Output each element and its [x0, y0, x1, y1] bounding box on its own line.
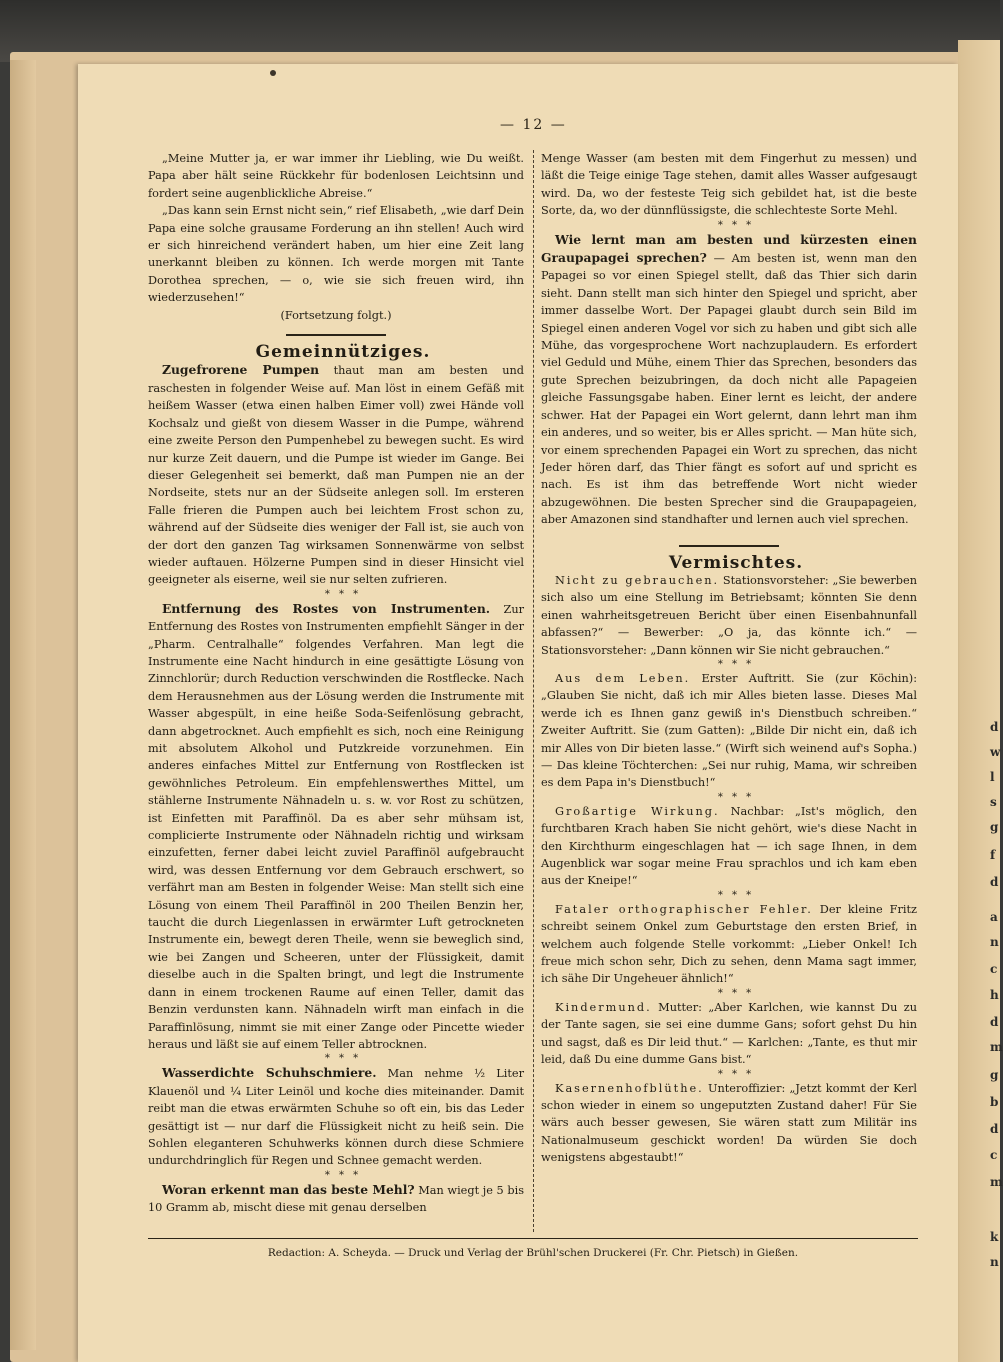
story-paragraph: „Das kann sein Ernst nicht sein,“ rief Elisabeth, „wie darf Dein Papa eine solche grausame Forderung an ihn stellen! Auch wird er sich hinreichend verändert haben, um hier eine Zeit lang unerkannt bleiben zu können. Ich werde morgen mit Tante Dorothea sprechen, — o, wie sie sich freuen wird, ihn wiederzusehen!“ [148, 204, 524, 305]
edge-letter: c [990, 962, 998, 976]
article-heading: Wie lernt man am besten und kürzesten einen Graupapagei sprechen? [541, 231, 917, 266]
article-schuhschmiere [148, 1064, 524, 1169]
star-separator: * * * [324, 1169, 362, 1181]
edge-letter: l [990, 770, 995, 784]
article-text: Man nehme ½ Liter Klauenöl und ¼ Liter Leinöl und koche dies miteinander. Damit reibt man die etwas erwärmten Schuhe so oft ein, bis das Leder gesättigt ist — nur darf die Flüssigkeit nicht zu heiß sein. Die Sohlen eleganteren Schuhwerks können durch diese Schmiere undurchdringlich für Regen und Schnee gemacht werden. [148, 1067, 524, 1168]
anecdote-text: Nachbar: „Ist's möglich, den furchtbaren Krach haben Sie nicht gehört, wie's diese Nacht in den Kirchthurm eingeschlagen hat — ich sage Ihnen, in dem Augenblick war sogar meine Frau sprachlos und ich kam eben aus der Kneipe!“ [541, 804, 917, 888]
article-pumpen [148, 361, 524, 588]
anecdote [541, 901, 917, 988]
edge-letter: n [990, 935, 999, 949]
article-mehl-continued: Menge Wasser (am besten mit dem Fingerhut zu messen) und läßt die Teige einige Tage stehen, damit alles Wasser aufgesaugt wird. Da, wo der festeste Teig sich gebildet hat, ist die beste Sorte, da, wo der dünnflüssigste, die schlechteste Sorte Mehl. [541, 152, 917, 218]
edge-letter: d [990, 720, 999, 734]
article-heading: Zugefrorene Pumpen [162, 362, 320, 378]
anecdote [541, 572, 917, 659]
article-text: — Am besten ist, wenn man den Papagei so vor einen Spiegel stellt, daß das Thier sich darin sieht. Dann stellt man sich hinter den Spiegel und spricht, aber immer dasselbe Wort. Der Papagei glaubt durch sein Bild im Spiegel einen anderen Vogel vor sich zu haben und gibt sich alle Mühe, das vorgesprochene Wort nachzuplaudern. Es erfordert viel Geduld und Mühe, einem Thier das Sprechen, besonders das gute Sprechen beizubringen, da doch nicht alle Papageien gleiche Fassungsgabe haben. Einer lernt es leicht, der andere schwer. Hat der Papagei ein Wort gelernt, dann lehrt man ihm ein anderes, und so weiter, bis er Alles spricht. — Man hüte sich, vor einem sprechenden Papagei ein Wort zu sprechen, das nicht Jeder hören darf, das Thier fängt es sofort auf und spricht es nach. Es ist ihm das betreffende Wort nicht wieder abzugewöhnen. Die besten Sprecher sind die Graupapageien, aber Amazonen sind standhafter und lernen auch viel sprechen. [541, 252, 917, 527]
edge-letter: k [990, 1230, 999, 1244]
continued-note: (Fortsetzung folgt.) [280, 308, 392, 322]
anecdote-text: Unteroffizier: „Jetzt kommt der Kerl schon wieder in einem so ungeputzten Zustand daher! Für Sie wärs auch besser gewesen, Sie wären statt zum Militär ins Nationalmuseum geschickt worden! Da würden Sie doch wenigstens abgestaubt!“ [541, 1081, 917, 1165]
star-separator: * * * [717, 791, 755, 803]
anecdote [541, 1080, 917, 1167]
adjacent-page-edge [958, 40, 1000, 1362]
section-title-vermischtes: Vermischtes. [668, 552, 804, 573]
right-column [541, 150, 917, 1167]
edge-letter: s [990, 795, 997, 809]
footer-rule [148, 1238, 918, 1239]
article-papagei [541, 231, 917, 529]
edge-letter: n [990, 1255, 999, 1269]
star-separator: * * * [717, 987, 755, 999]
sheet-edge [10, 60, 36, 1350]
anecdote-text: Stationsvorsteher: „Sie bewerben sich also um eine Stellung im Betriebsamt; könnten Sie denn einen wahrheitsgetreuen Bericht über einen Eisenbahnunfall abfassen?“ — Bewerber: „O ja, das könnte ich.“ — Stationsvorsteher: „Dann können wir Sie nicht gebrauchen.“ [541, 573, 918, 657]
imprint-footer: Redaction: A. Scheyda. — Druck und Verlag der Brühl'schen Druckerei (Fr. Chr. Pietsch) in Gießen. [267, 1247, 799, 1259]
story-paragraph: „Meine Mutter ja, er war immer ihr Liebling, wie Du weißt. Papa aber hält seine Rückkehr für bodenlosen Leichtsinn und fordert seine augenblickliche Abreise.“ [148, 152, 524, 200]
edge-letter: d [990, 1122, 999, 1136]
star-separator: * * * [717, 219, 755, 231]
article-text: Man wiegt je 5 bis 10 Gramm ab, mischt diese mit genau derselben [148, 1183, 524, 1215]
article-heading: Woran erkennt man das beste Mehl? [162, 1181, 415, 1197]
edge-letter: f [990, 848, 996, 862]
anecdote [541, 999, 917, 1069]
edge-letter: g [990, 820, 999, 834]
section-rule [679, 545, 779, 547]
star-separator: * * * [717, 1068, 755, 1080]
edge-letter: d [990, 1015, 999, 1029]
star-separator: * * * [717, 658, 755, 670]
star-separator: * * * [324, 588, 362, 600]
section-title-gemeinnuetziges: Gemeinnütziges. [255, 342, 431, 363]
star-separator: * * * [324, 1053, 362, 1065]
page-number: — 12 — [500, 117, 567, 133]
edge-letter: c [990, 1148, 998, 1162]
edge-letter: a [990, 910, 998, 924]
article-text: thaut man am besten und raschesten in folgender Weise auf. Man löst in einem Gefäß mit heißem Wasser (etwa einen halben Eimer voll) zwei Hände voll Kochsalz und gießt von diesem Wasser in die Pumpe, während eine zweite Person den Pumpenhebel zu bewegen sucht. Es wird nur kurze Zeit dauern, und die Pumpe ist wieder im Gange. Bei dieser Gelegenheit sei bemerkt, daß man Pumpen nie an der Nordseite, stets nur an der Südseite anlegen soll. Im ersteren Falle frieren die Pumpen auch bei leichtem Frost schon zu, während auf der Südseite dies weniger der Fall ist, sie auch von der dort den ganzen Tag wirksamen Sonnenwärme von selbst wieder auftauen. Hölzerne Pumpen sind in dieser Hinsicht viel geeigneter als eiserne, weil sie nur selten zufrieren. [148, 364, 524, 587]
anecdote [541, 803, 917, 890]
anecdote-heading: Kasernenhofblüthe. [555, 1081, 704, 1095]
edge-letter: w [990, 745, 1001, 759]
left-column [148, 150, 524, 1217]
binding-hole [270, 70, 276, 76]
anecdote-heading: Kindermund. [555, 1000, 652, 1014]
article-mehl [148, 1181, 524, 1217]
anecdote-text: Erster Auftritt. Sie (zur Köchin): „Glauben Sie nicht, daß ich mir Alles bieten lasse. Dieses Mal werde ich es Ihnen ganz gewiß in's Dienstbuch schreiben.“ Zweiter Auftritt. Sie (zum Gatten): „Bilde Dir nicht ein, daß ich mir Alles von Dir bieten lasse.“ (Wirft sich weinend auf's Sopha.) — Das kleine Töchterchen: „Sei nur ruhig, Mama, wir schreiben es dem Papa in's Dienstbuch!“ [541, 671, 918, 790]
anecdote [541, 670, 917, 792]
anecdote-text: Der kleine Fritz schreibt seinem Onkel zum Geburtstage den ersten Brief, in welchem auch folgende Stelle vorkommt: „Lieber Onkel! Ich freue mich schon sehr, Dich zu sehen, denn Mama sagt immer, ich sähe Dir Ungeheuer ähnlich!“ [541, 902, 917, 986]
anecdote-heading: Großartige Wirkung. [555, 804, 720, 818]
anecdote-heading: Nicht zu gebrauchen. [555, 573, 720, 587]
article-rost [148, 600, 524, 1054]
section-rule [286, 334, 386, 336]
anecdote-text: Mutter: „Aber Karlchen, wie kannst Du zu der Tante sagen, sie sei eine dumme Gans; sofort gehst Du hin und sagst, daß es Dir leid thut.“ — Karlchen: „Tante, es thut mir leid, daß Du eine dumme Gans bist.“ [541, 1000, 917, 1067]
edge-letter: m [990, 1040, 1003, 1054]
article-heading: Wasserdichte Schuhschmiere. [162, 1065, 377, 1081]
anecdote-heading: Aus dem Leben. [555, 671, 691, 685]
edge-letter: b [990, 1095, 999, 1109]
star-separator: * * * [717, 889, 755, 901]
edge-letter: g [990, 1068, 999, 1082]
edge-letter: d [990, 875, 999, 889]
article-text: Zur Entfernung des Rostes von Instrumenten empfiehlt Sänger in der „Pharm. Centralhalle“ folgendes Verfahren. Man legt die Instrumente eine Nacht hindurch in eine gesättigte Lösung von Zinnchlorür; durch Reduction verschwinden die Rostflecke. Nach dem Herausnehmen aus der Lösung werden die Instrumente mit Wasser abgespült, in eine heiße Soda-Seifenlösung gebracht, dann abgetrocknet. Auch empfiehlt es sich, noch eine Reinigung mit absolutem Alkohol und Putzkreide vorzunehmen. Ein anderes einfaches Mittel zur Entfernung von Rostflecken ist gewöhnliches Petroleum. Ein empfehlenswerthes Mittel, um stählerne Instrumente Nähnadeln u. s. w. vor Rost zu schützen, ist Einfetten mit Paraffinöl. Da es aber sehr mühsam ist, complicierte Instrumente oder Nähnadeln richtig und wirksam einzufetten, ferner dabei leicht zuviel Paraffinöl aufgebraucht wird, was dessen Entfernung vor dem Gebrauch erschwert, so verfährt man am Besten in folgender Weise: Man stellt sich eine Lösung von einem Theil Paraffinöl in 200 Theilen Benzin her, taucht die durch Liegenlassen in erwärmter Luft getrockneten Instrumente ein, bewegt deren Theile, wenn sie beweglich sind, wie bei Zangen und Scheeren, unter der Flüssigkeit, damit dieselbe auch in die Spalten bringt, und legt die Instrumente dann in einem trockenen Raume auf einen Teller, damit das Benzin verdunsten kann. Nähnadeln wirft man einfach in die Paraffinlösung, nimmt sie mit einer Zange oder Pincette wieder heraus und läßt sie auf einem Teller abtrocknen. [148, 602, 525, 1051]
article-heading: Entfernung des Rostes von Instrumenten. [162, 600, 491, 616]
edge-letter: h [990, 988, 999, 1002]
column-divider [533, 150, 534, 1232]
anecdote-heading: Fataler orthographischer Fehler. [555, 902, 813, 916]
edge-letter: m [990, 1175, 1003, 1189]
